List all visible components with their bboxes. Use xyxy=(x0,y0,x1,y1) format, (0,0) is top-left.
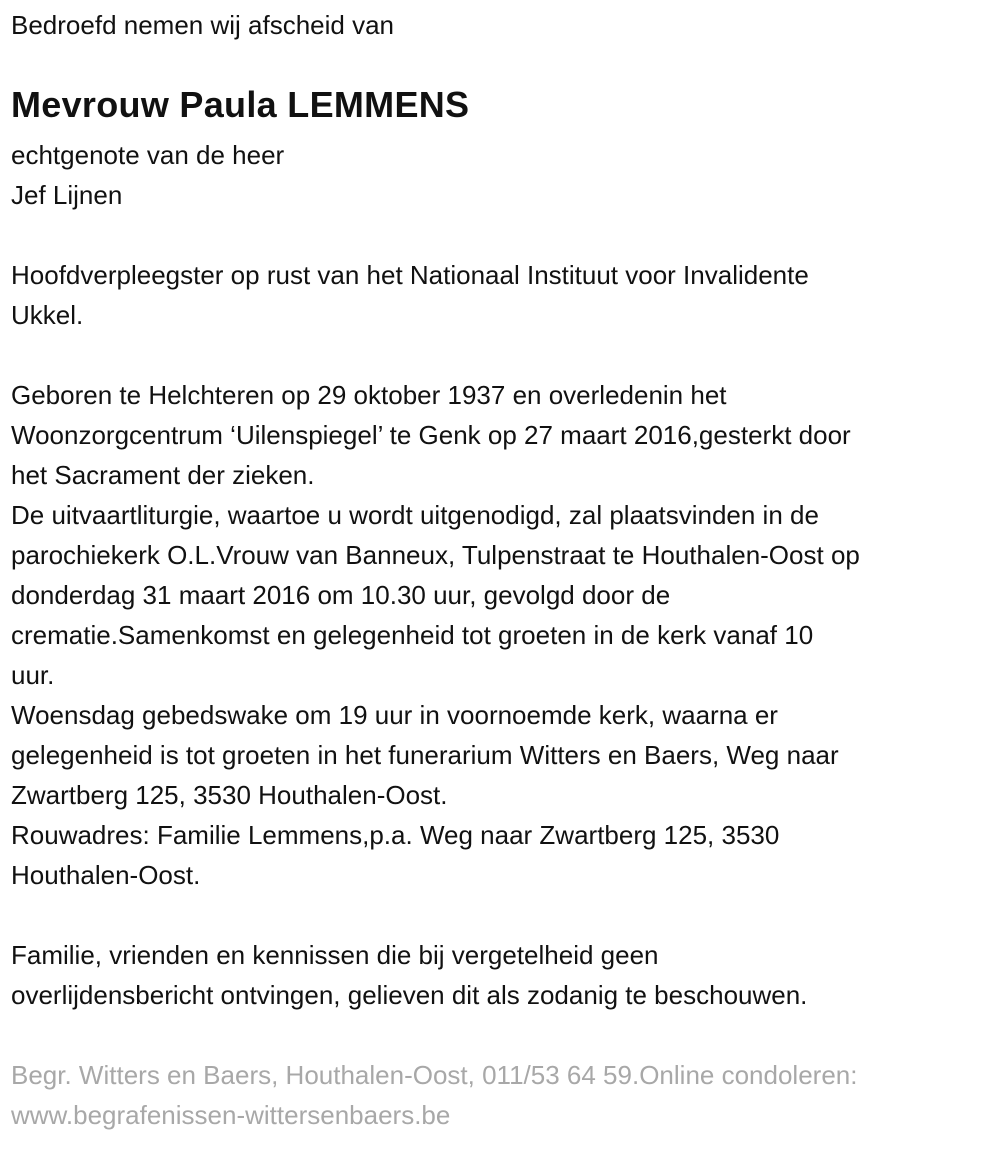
details-line: donderdag 31 maart 2016 om 10.30 uur, gevolgd door de xyxy=(11,580,671,610)
details-line: Woensdag gebedswake om 19 uur in voornoemde kerk, waarna er xyxy=(11,700,778,730)
details-line: uur. xyxy=(11,660,55,690)
details-line: crematie.Samenkomst en gelegenheid tot groeten in de kerk vanaf 10 xyxy=(11,620,814,650)
details-line: Rouwadres: Familie Lemmens,p.a. Weg naar Zwartberg 125, 3530 xyxy=(11,820,780,850)
obituary-notice xyxy=(11,5,1000,1135)
intro-text: Bedroefd nemen wij afscheid van xyxy=(11,10,395,40)
deceased-name: Mevrouw Paula LEMMENS xyxy=(11,84,470,125)
details-line: Houthalen-Oost. xyxy=(11,860,201,890)
details-line: Woonzorgcentrum ‘Uilenspiegel’ te Genk op 27 maart 2016,gesterkt door xyxy=(11,420,851,450)
closing-line: Familie, vrienden en kennissen die bij vergetelheid geen xyxy=(11,940,659,970)
spouse-line: echtgenote van de heer xyxy=(11,140,285,170)
occupation-line: Ukkel. xyxy=(11,300,84,330)
condolence-website: www.begrafenissen-wittersenbaers.be xyxy=(11,1100,451,1130)
details-line: Zwartberg 125, 3530 Houthalen-Oost. xyxy=(11,780,448,810)
closing-line: overlijdensbericht ontvingen, gelieven dit als zodanig te beschouwen. xyxy=(11,980,808,1010)
details-line: het Sacrament der zieken. xyxy=(11,460,315,490)
occupation-line: Hoofdverpleegster op rust van het Nationaal Instituut voor Invalidente xyxy=(11,260,809,290)
spouse-name: Jef Lijnen xyxy=(11,180,123,210)
details-line: parochiekerk O.L.Vrouw van Banneux, Tulpenstraat te Houthalen-Oost op xyxy=(11,540,860,570)
funeral-home-info: Begr. Witters en Baers, Houthalen-Oost, 011/53 64 59.Online condoleren: xyxy=(11,1060,858,1090)
details-line: gelegenheid is tot groeten in het funerarium Witters en Baers, Weg naar xyxy=(11,740,839,770)
details-line: Geboren te Helchteren op 29 oktober 1937 en overledenin het xyxy=(11,380,727,410)
details-paragraph xyxy=(11,375,1000,895)
details-line: De uitvaartliturgie, waartoe u wordt uitgenodigd, zal plaatsvinden in de xyxy=(11,500,819,530)
